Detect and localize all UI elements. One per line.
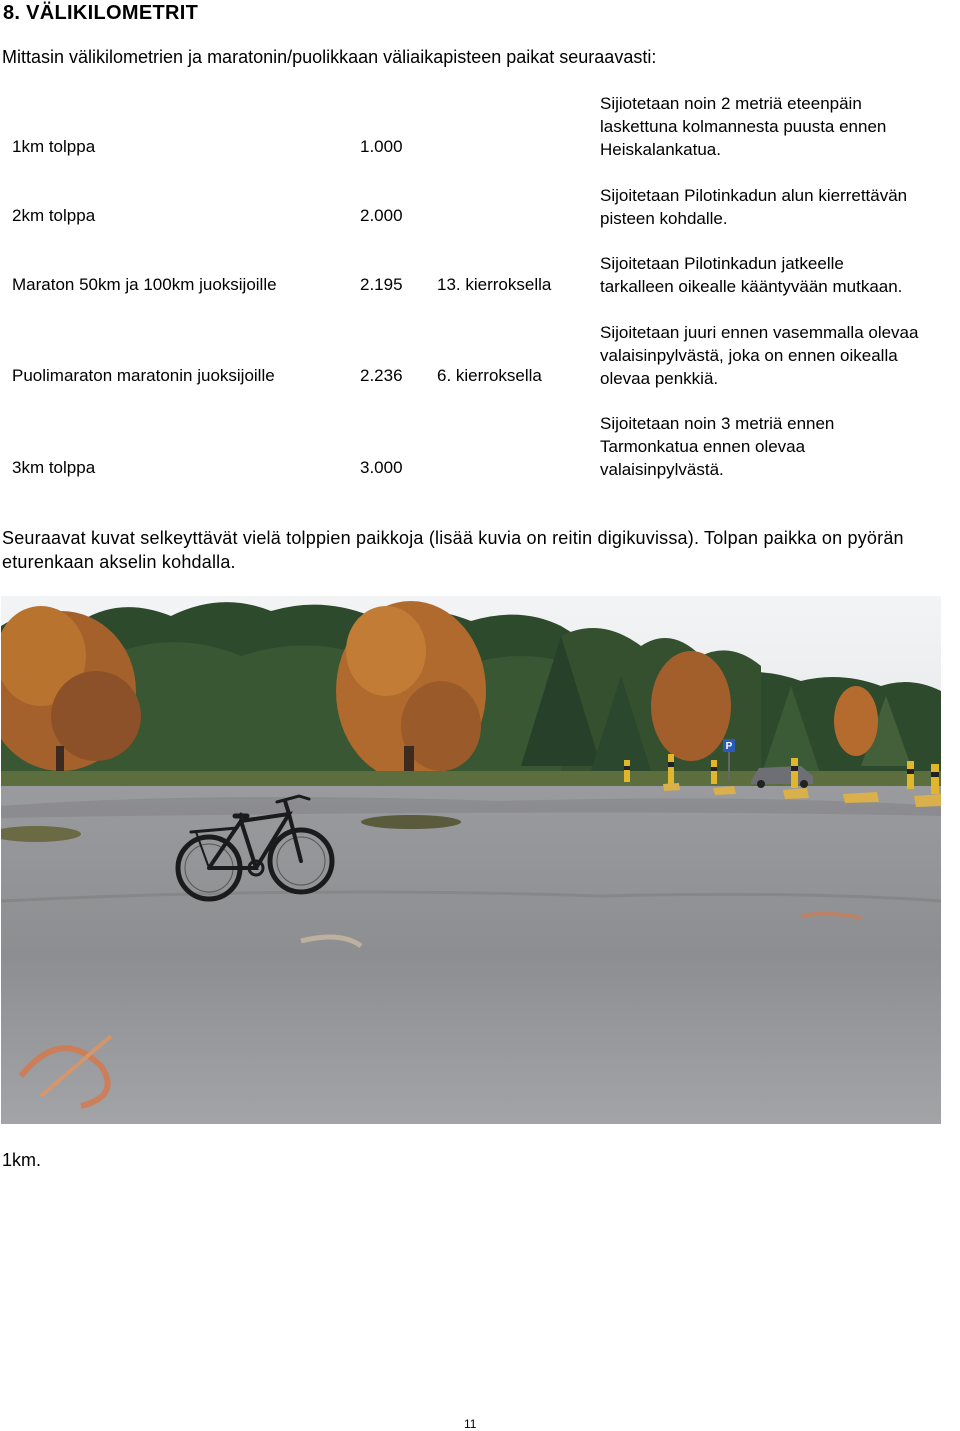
description-line: Sijoitetaan noin 3 metriä ennen: [600, 414, 835, 433]
description-line: Tarmonkatua ennen olevaa: [600, 437, 806, 456]
description-line: Heiskalankatua.: [600, 140, 721, 159]
section-heading: 8. VÄLIKILOMETRIT: [3, 2, 199, 24]
marker-distance: 2.195: [360, 275, 403, 294]
marker-lap: 13. kierroksella: [437, 275, 552, 294]
description-line: laskettuna kolmannesta puusta ennen: [600, 117, 887, 136]
note-paragraph: Seuraavat kuvat selkeyttävät vielä tolppien paikkoja (lisää kuvia on reitin digikuvissa). Tolpan paikka on pyörän eturenkaan akselin kohdalla.: [2, 528, 904, 572]
marker-description: [600, 92, 886, 161]
marker-lap: 6. kierroksella: [437, 366, 542, 385]
description-line: Sijoitetaan juuri ennen vasemmalla olevaa: [600, 323, 919, 342]
marker-description: [600, 252, 902, 298]
description-line: tarkalleen oikealle kääntyvään mutkaan.: [600, 277, 903, 296]
parking-sign-letter: P: [725, 741, 733, 752]
marker-description: [600, 184, 907, 230]
marker-name: Puolimaraton maratonin juoksijoille: [12, 366, 275, 385]
marker-name: 2km tolppa: [12, 206, 96, 225]
marker-distance: 2.000: [360, 206, 403, 225]
marker-name: 3km tolppa: [12, 458, 96, 477]
page-number: 11: [464, 1417, 477, 1431]
intro-text: Mittasin välikilometrien ja maratonin/puolikkaan väliaikapisteen paikat seuraavasti:: [2, 47, 657, 67]
description-line: Sijoitetaan Pilotinkadun alun kierrettävän: [600, 186, 908, 205]
description-line: olevaa penkkiä.: [600, 369, 719, 388]
parking-lot-photo: [1, 596, 941, 1124]
description-line: pisteen kohdalle.: [600, 209, 728, 228]
tree-island: [361, 815, 461, 829]
asphalt: [1, 786, 941, 1124]
description-line: valaisinpylvästä, joka on ennen oikealla: [600, 346, 898, 365]
photo-caption: 1km.: [2, 1150, 42, 1170]
marker-distance: 1.000: [360, 137, 403, 156]
description-line: Sijoitetaan Pilotinkadun jatkeelle: [600, 254, 844, 273]
marker-distance: 3.000: [360, 458, 403, 477]
marker-name: Maraton 50km ja 100km juoksijoille: [12, 275, 277, 294]
marker-distance: 2.236: [360, 366, 403, 385]
marker-description: [600, 321, 918, 390]
marker-description: [600, 412, 834, 481]
description-line: Sijiotetaan noin 2 metriä eteenpäin: [600, 94, 862, 113]
marker-name: 1km tolppa: [12, 137, 96, 156]
description-line: valaisinpylvästä.: [600, 460, 724, 479]
